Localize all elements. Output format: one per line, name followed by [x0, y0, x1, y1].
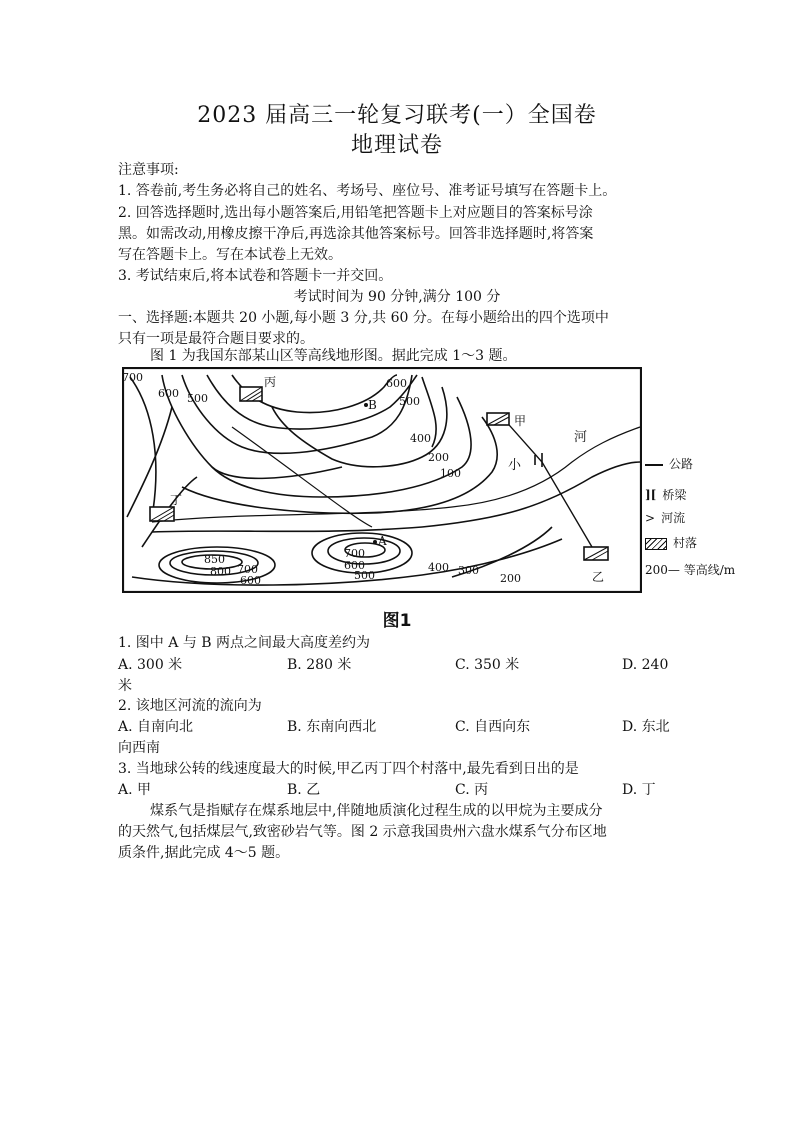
contour-line [127, 407, 172, 517]
figure-caption: 图1 [382, 611, 412, 631]
figure-intro: 图 1 为我国东部某山区等高线地形图。据此完成 1～3 题。 [150, 348, 517, 364]
exam-info: 考试时间为 90 分钟,满分 100 分 [293, 289, 501, 305]
passage-line: 的天然气,包括煤层气,致密砂岩气等。图 2 示意我国贵州六盘水煤系气分布区地 [118, 824, 607, 840]
passage-line: 质条件,据此完成 4～5 题。 [118, 845, 290, 861]
contour-label: 600 [158, 387, 179, 400]
question-stem: 1. 图中 A 与 B 两点之间最大高度差约为 [118, 635, 371, 651]
section-heading-cont: 只有一项是最符合题目要求的。 [118, 331, 314, 347]
notice-item: 写在答题卡上。写在本试卷上无效。 [118, 247, 342, 263]
contour-map [122, 367, 642, 593]
contour-line [152, 462, 640, 532]
contour-line [130, 377, 156, 517]
village-label-jia: 甲 [514, 414, 527, 428]
contour-label: 600 [386, 377, 407, 390]
notice-item: 3. 考试结束后,将本试卷和答题卡一并交回。 [118, 268, 393, 284]
notice-item: 黑。如需改动,用橡皮擦干净后,再选涂其他答案标号。回答非选择题时,将答案 [118, 226, 594, 242]
contour-label: 500 [187, 392, 208, 405]
option-b: B. 东南向西北 [287, 719, 377, 735]
option-wrap: 米 [118, 678, 132, 694]
contour-line [182, 417, 497, 513]
contour-label: 500 [354, 569, 375, 582]
river-label: 河 [574, 430, 588, 445]
contour-label: 200 [428, 451, 449, 464]
contour-label: 700 [344, 547, 365, 560]
option-a: A. 甲 [118, 782, 152, 798]
question-stem: 3. 当地球公转的线速度最大的时候,甲乙丙丁四个村落中,最先看到日出的是 [118, 761, 579, 777]
option-b: B. 280 米 [287, 657, 352, 673]
point-a [373, 540, 377, 544]
contour-label: 700 [237, 563, 258, 576]
option-a: A. 300 米 [118, 657, 183, 673]
river-label: 小 [508, 458, 522, 473]
notice-item: 2. 回答选择题时,选出每小题答案后,用铅笔把答题卡上对应题目的答案标号涂 [118, 205, 593, 221]
option-c: C. 自西向东 [455, 719, 531, 735]
passage-line: 煤系气是指赋存在煤系地层中,伴随地质演化过程生成的以甲烷为主要成分 [150, 803, 603, 819]
contour-line [272, 387, 447, 467]
notice-item: 1. 答卷前,考生务必将自己的姓名、考场号、座位号、准考证号填写在答题卡上。 [118, 183, 617, 199]
question-stem: 2. 该地区河流的流向为 [118, 698, 262, 714]
legend-village: 村落 [645, 534, 697, 551]
contour-label: 600 [344, 559, 365, 572]
legend-contour: 200— 等高线/m [645, 563, 736, 577]
option-wrap: 向西南 [118, 740, 160, 756]
contour-label: 300 [458, 564, 479, 577]
point-b [364, 403, 368, 407]
point-label-b: B [368, 398, 377, 412]
exam-title: 2023 届高三一轮复习联考(一）全国卷 [197, 103, 597, 128]
contour-label: 500 [399, 395, 420, 408]
section-heading: 一、选择题:本题共 20 小题,每小题 3 分,共 60 分。在每小题给出的四个选项中 [118, 310, 609, 326]
contour-label: 700 [122, 371, 143, 384]
option-d: D. 丁 [622, 782, 656, 798]
option-b: B. 乙 [287, 782, 321, 798]
notice-heading: 注意事项: [118, 162, 179, 178]
village-label-ding: 丁 [170, 493, 183, 507]
contour-label: 400 [428, 561, 449, 574]
contour-label: 400 [410, 432, 431, 445]
legend-bridge: ][ 桥梁 [645, 488, 687, 502]
legend-river: > 河流 [645, 511, 686, 525]
contour-label: 800 [210, 565, 231, 578]
option-c: C. 丙 [455, 782, 489, 798]
contour-label: 600 [240, 574, 261, 587]
contour-label: 200 [500, 572, 521, 585]
exam-subject: 地理试卷 [350, 133, 443, 158]
contour-label: 100 [440, 467, 461, 480]
option-c: C. 350 米 [455, 657, 520, 673]
village-label-bing: 丙 [264, 375, 277, 389]
contour-label: 850 [204, 553, 225, 566]
legend-road: 公路 [645, 455, 693, 472]
option-d: D. 东北 [622, 719, 670, 735]
village-label-yi: 乙 [592, 570, 605, 584]
option-a: A. 自南向北 [118, 719, 194, 735]
option-d: D. 240 [622, 657, 669, 673]
point-label-a: A [378, 534, 387, 548]
